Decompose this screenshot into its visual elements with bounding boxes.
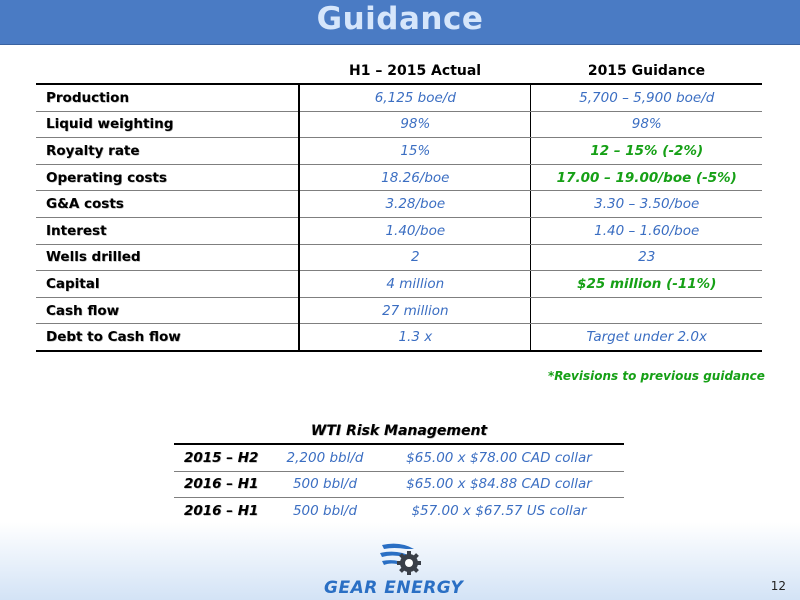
guidance-value: Target under 2.0x (531, 324, 762, 351)
table-row (36, 324, 762, 351)
wti-period: 2015 – H2 (174, 444, 276, 471)
wti-volume: 500 bbl/d (276, 471, 374, 498)
header-label (36, 58, 299, 84)
row-label: Capital (36, 271, 299, 298)
row-label: Cash flow (36, 297, 299, 324)
header-actual: H1 – 2015 Actual (299, 58, 531, 84)
guidance-value: 12 – 15% (-2%) (531, 138, 762, 165)
gear-logo-icon (376, 539, 424, 579)
row-label: Wells drilled (36, 244, 299, 271)
table-row (36, 217, 762, 244)
guidance-value: 3.30 – 3.50/boe (531, 191, 762, 218)
wti-period: 2016 – H1 (174, 498, 276, 525)
table-row (36, 297, 762, 324)
guidance-table (36, 58, 762, 352)
table-row (36, 111, 762, 138)
guidance-value: 1.40 – 1.60/boe (531, 217, 762, 244)
page-number: 12 (770, 579, 786, 593)
slide-title: Guidance (316, 1, 484, 37)
actual-value: 4 million (299, 271, 531, 298)
wti-risk-table (174, 443, 624, 526)
row-label: Royalty rate (36, 138, 299, 165)
actual-value: 27 million (299, 297, 531, 324)
wti-volume: 2,200 bbl/d (276, 444, 374, 471)
actual-value: 15% (299, 138, 531, 165)
actual-value: 1.40/boe (299, 217, 531, 244)
logo-word-gear: GEAR (324, 578, 378, 598)
table-row (36, 138, 762, 165)
title-bar (0, 0, 800, 45)
table-row (36, 271, 762, 298)
guidance-value: 23 (531, 244, 762, 271)
wti-period: 2016 – H1 (174, 471, 276, 498)
revisions-note: *Revisions to previous guidance (548, 369, 765, 383)
table-row (36, 84, 762, 111)
guidance-value: 17.00 – 19.00/boe (-5%) (531, 164, 762, 191)
wti-collar: $65.00 x $84.88 CAD collar (374, 471, 624, 498)
logo-word-energy: ENERGY (384, 578, 464, 598)
table-row (36, 191, 762, 218)
wti-collar: $57.00 x $67.57 US collar (374, 498, 624, 525)
actual-value: 2 (299, 244, 531, 271)
wti-volume: 500 bbl/d (276, 498, 374, 525)
row-label: Liquid weighting (36, 111, 299, 138)
guidance-table-header (36, 58, 762, 84)
guidance-value: 98% (531, 111, 762, 138)
row-label: Operating costs (36, 164, 299, 191)
table-row (36, 244, 762, 271)
guidance-value: 5,700 – 5,900 boe/d (531, 84, 762, 111)
company-logo-text (324, 578, 463, 598)
actual-value: 6,125 boe/d (299, 84, 531, 111)
actual-value: 18.26/boe (299, 164, 531, 191)
header-guidance: 2015 Guidance (531, 58, 762, 84)
row-label: Production (36, 84, 299, 111)
actual-value: 3.28/boe (299, 191, 531, 218)
wti-row (174, 471, 624, 498)
wti-table-title: WTI Risk Management (310, 423, 488, 439)
actual-value: 1.3 x (299, 324, 531, 351)
actual-value: 98% (299, 111, 531, 138)
table-row (36, 164, 762, 191)
row-label: Debt to Cash flow (36, 324, 299, 351)
wti-collar: $65.00 x $78.00 CAD collar (374, 444, 624, 471)
guidance-value (531, 297, 762, 324)
wti-row (174, 498, 624, 525)
guidance-value: $25 million (-11%) (531, 271, 762, 298)
wti-row (174, 444, 624, 471)
row-label: G&A costs (36, 191, 299, 218)
row-label: Interest (36, 217, 299, 244)
